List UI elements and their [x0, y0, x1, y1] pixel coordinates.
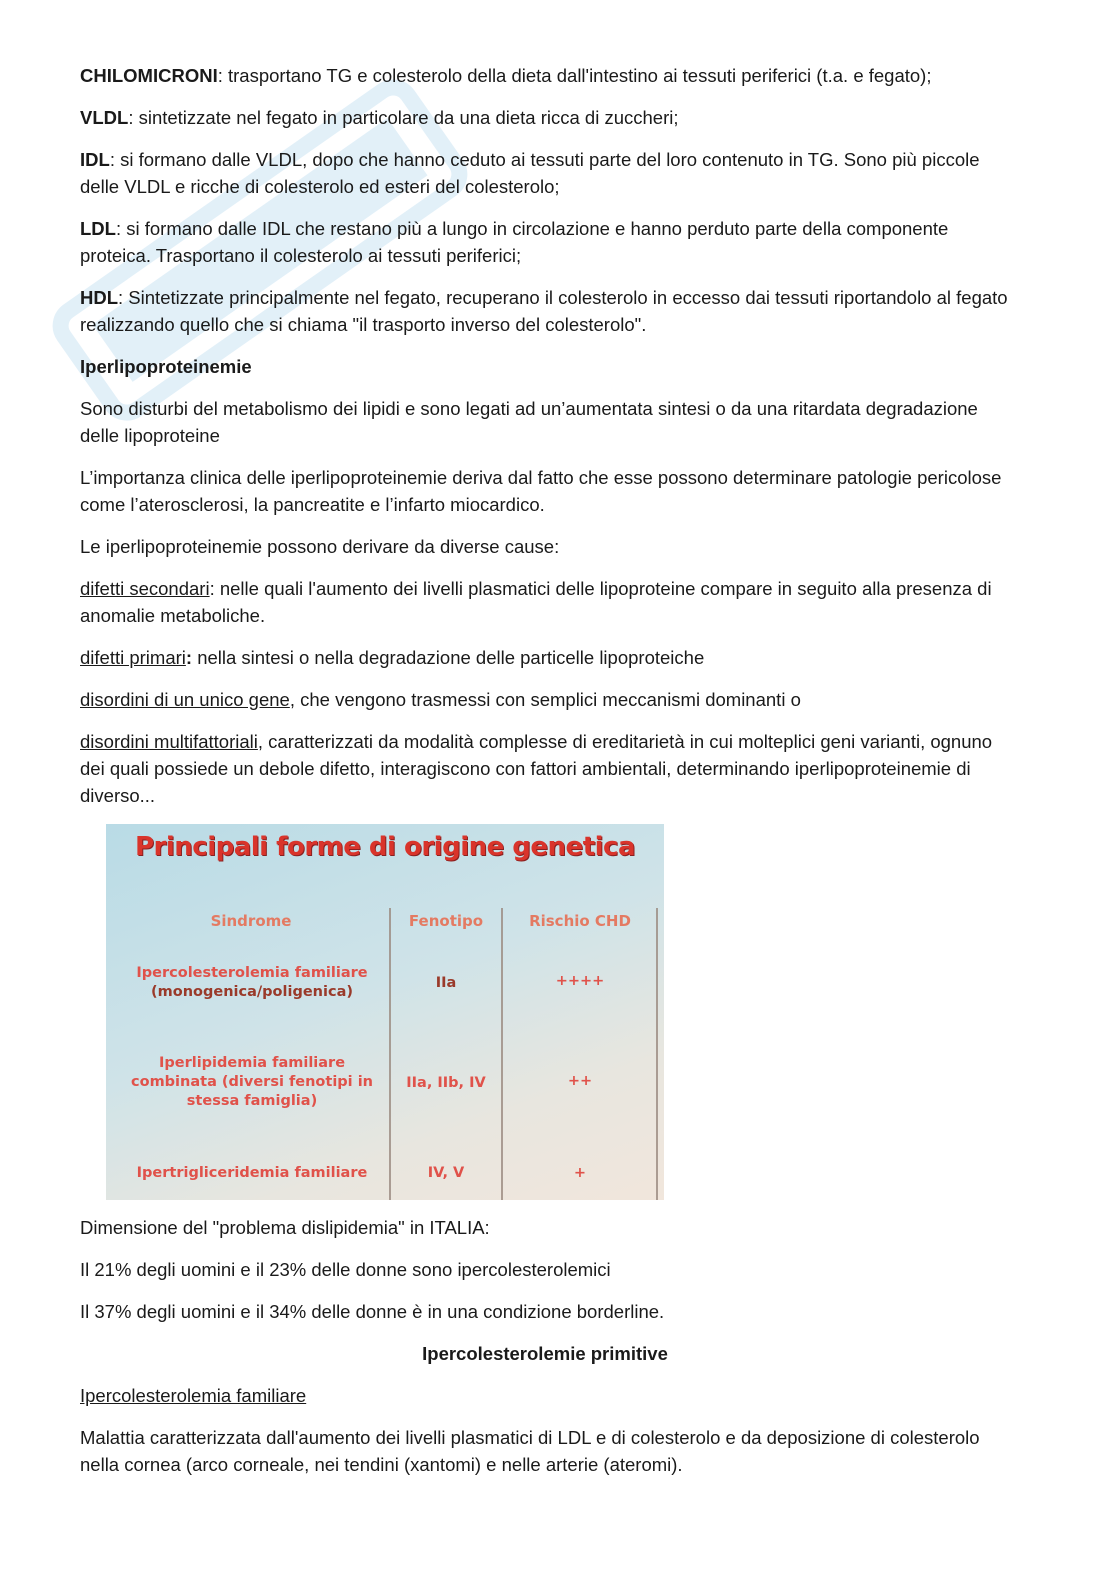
- paragraph-difetti-secondari: difetti secondari: nelle quali l'aumento dei livelli plasmatici delle lipoproteine compare in seguito alla presenza di anomalie metaboliche.: [80, 578, 992, 626]
- paragraph-vldl: VLDL: sintetizzate nel fegato in particolare da una dieta ricca di zuccheri;: [80, 107, 679, 128]
- paragraph-unico-gene: disordini di un unico gene, che vengono trasmessi con semplici meccanismi dominanti o: [80, 689, 801, 710]
- subheading-ipercolesterolemia-familiare: Ipercolesterolemia familiare: [80, 1385, 307, 1406]
- heading-iperlipoproteinemie: Iperlipoproteinemie: [80, 356, 252, 377]
- paragraph-dimensione: Dimensione del "problema dislipidemia" in ITALIA:: [80, 1217, 490, 1238]
- row-3-sindrome: Ipertrigliceridemia familiare: [136, 1165, 368, 1181]
- paragraph-stat-1: Il 21% degli uomini e il 23% delle donne sono ipercolesterolemici: [80, 1259, 611, 1280]
- genetic-forms-slide: [106, 824, 664, 1200]
- paragraph-hdl: HDL: Sintetizzate principalmente nel fegato, recuperano il colesterolo in eccesso dai tessuti riportandolo al fegato realizzando quello che si chiama "il trasporto inverso del colesterolo".: [80, 287, 1008, 335]
- column-divider: [501, 908, 503, 1200]
- header-sindrome: Sindrome: [210, 912, 292, 930]
- paragraph-malattia: Malattia caratterizzata dall'aumento dei livelli plasmatici di LDL e di colesterolo e da deposizione di colesterolo nella cornea (arco corneale, nei tendini (xantomi) e nelle arterie (ateromi).: [80, 1427, 980, 1475]
- slide-title: Principali forme di origine genetica: [134, 832, 635, 862]
- row-1-sindrome: Ipercolesterolemia familiare (monogenica/poligenica): [136, 965, 368, 1000]
- paragraph-importanza: L’importanza clinica delle iperlipoproteinemie deriva dal fatto che esse possono determinare patologie pericolose come l’aterosclerosi, la pancreatite e l’infarto miocardico.: [80, 467, 1002, 515]
- paragraph-idl: IDL: si formano dalle VLDL, dopo che hanno ceduto ai tessuti parte del loro contenuto in TG. Sono più piccole delle VLDL e ricche di colesterolo ed esteri del colesterolo;: [80, 149, 980, 197]
- paragraph-ldl: LDL: si formano dalle IDL che restano più a lungo in circolazione e hanno perduto parte della componente proteica. Trasportano il colesterolo ai tessuti periferici;: [80, 218, 949, 266]
- header-rischio: Rischio CHD: [529, 912, 631, 930]
- paragraph-multifattoriali: disordini multifattoriali, caratterizzati da modalità complesse di ereditarietà in cui molteplici geni varianti, ognuno dei quali possiede un debole difetto, interagiscono con fattori ambientali, determinando iperlipoproteinemie di diverso...: [80, 731, 993, 806]
- row-1-rischio: ++++: [555, 973, 605, 989]
- row-2-sindrome: Iperlipidemia familiare combinata (diversi fenotipi in stessa famiglia): [131, 1055, 373, 1109]
- row-2-rischio: ++: [567, 1073, 593, 1089]
- header-fenotipo: Fenotipo: [408, 912, 484, 930]
- heading-ipercolesterolemie-primitive: Ipercolesterolemie primitive: [422, 1343, 668, 1364]
- row-3-fenotipo: IV, V: [427, 1165, 465, 1181]
- row-3-rischio: +: [573, 1165, 587, 1181]
- column-divider: [656, 908, 658, 1200]
- paragraph-definizione: Sono disturbi del metabolismo dei lipidi e sono legati ad un’aumentata sintesi o da una ritardata degradazione delle lipoproteine: [80, 398, 978, 446]
- paragraph-cause: Le iperlipoproteinemie possono derivare da diverse cause:: [80, 536, 560, 557]
- column-divider: [389, 908, 391, 1200]
- row-1-fenotipo: IIa: [435, 975, 457, 991]
- document-page: [80, 62, 1010, 1493]
- row-2-fenotipo: IIa, IIb, IV: [406, 1075, 486, 1091]
- paragraph-difetti-primari: difetti primari: nella sintesi o nella degradazione delle particelle lipoproteiche: [80, 647, 705, 668]
- paragraph-stat-2: Il 37% degli uomini e il 34% delle donne è in una condizione borderline.: [80, 1301, 665, 1322]
- paragraph-chilomicroni: CHILOMICRONI: trasportano TG e colesterolo della dieta dall'intestino ai tessuti periferici (t.a. e fegato);: [80, 65, 932, 86]
